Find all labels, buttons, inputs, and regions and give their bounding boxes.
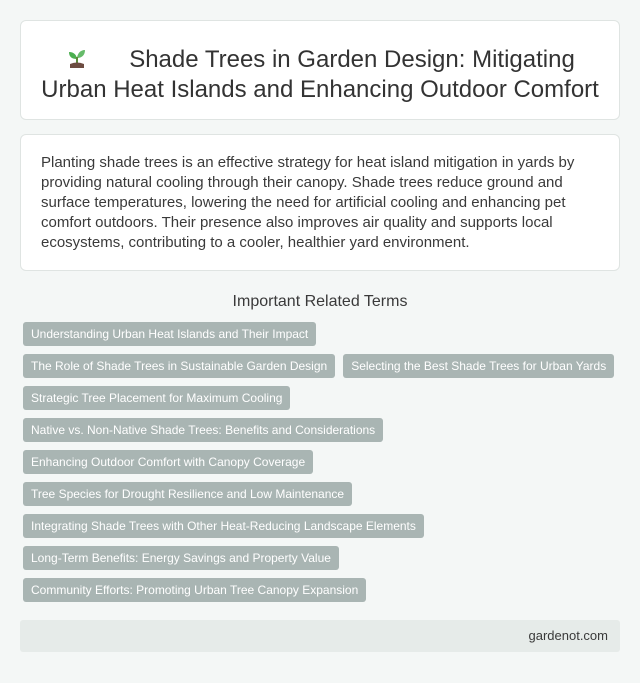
related-term-tag[interactable]: Community Efforts: Promoting Urban Tree Canopy Expansion — [23, 578, 366, 602]
summary-card — [20, 134, 620, 271]
related-term-tag[interactable]: Enhancing Outdoor Comfort with Canopy Coverage — [23, 450, 313, 474]
sprout-icon — [65, 46, 89, 70]
related-terms-heading: Important Related Terms — [232, 293, 408, 310]
related-terms-list — [20, 322, 620, 602]
summary-paragraph: Planting shade trees is an effective strategy for heat island mitigation in yards by providing natural cooling through their canopy. Shade trees reduce ground and surface temperatures, lowering the need for artificial cooling and enhancing pet comfort outdoors. Their presence also improves air quality and supports local ecosystems, contributing to a cooler, healthier yard environment. — [41, 154, 575, 251]
page-title — [37, 45, 603, 105]
related-term-tag[interactable]: Selecting the Best Shade Trees for Urban Yards — [343, 354, 614, 378]
title-row — [21, 45, 619, 105]
related-term-tag[interactable]: Strategic Tree Placement for Maximum Cooling — [23, 386, 290, 410]
footer-bar — [20, 620, 620, 652]
title-card — [20, 20, 620, 120]
related-term-tag[interactable]: Integrating Shade Trees with Other Heat-Reducing Landscape Elements — [23, 514, 424, 538]
related-term-tag[interactable]: Long-Term Benefits: Energy Savings and Property Value — [23, 546, 339, 570]
related-term-tag[interactable]: Understanding Urban Heat Islands and Their Impact — [23, 322, 316, 346]
related-term-tag[interactable]: Native vs. Non-Native Shade Trees: Benefits and Considerations — [23, 418, 383, 442]
related-term-tag[interactable]: Tree Species for Drought Resilience and Low Maintenance — [23, 482, 352, 506]
site-link[interactable]: gardenot.com — [528, 628, 608, 643]
related-term-tag[interactable]: The Role of Shade Trees in Sustainable Garden Design — [23, 354, 335, 378]
page-title-text: Shade Trees in Garden Design: Mitigating Urban Heat Islands and Enhancing Outdoor Comfort — [41, 46, 599, 103]
